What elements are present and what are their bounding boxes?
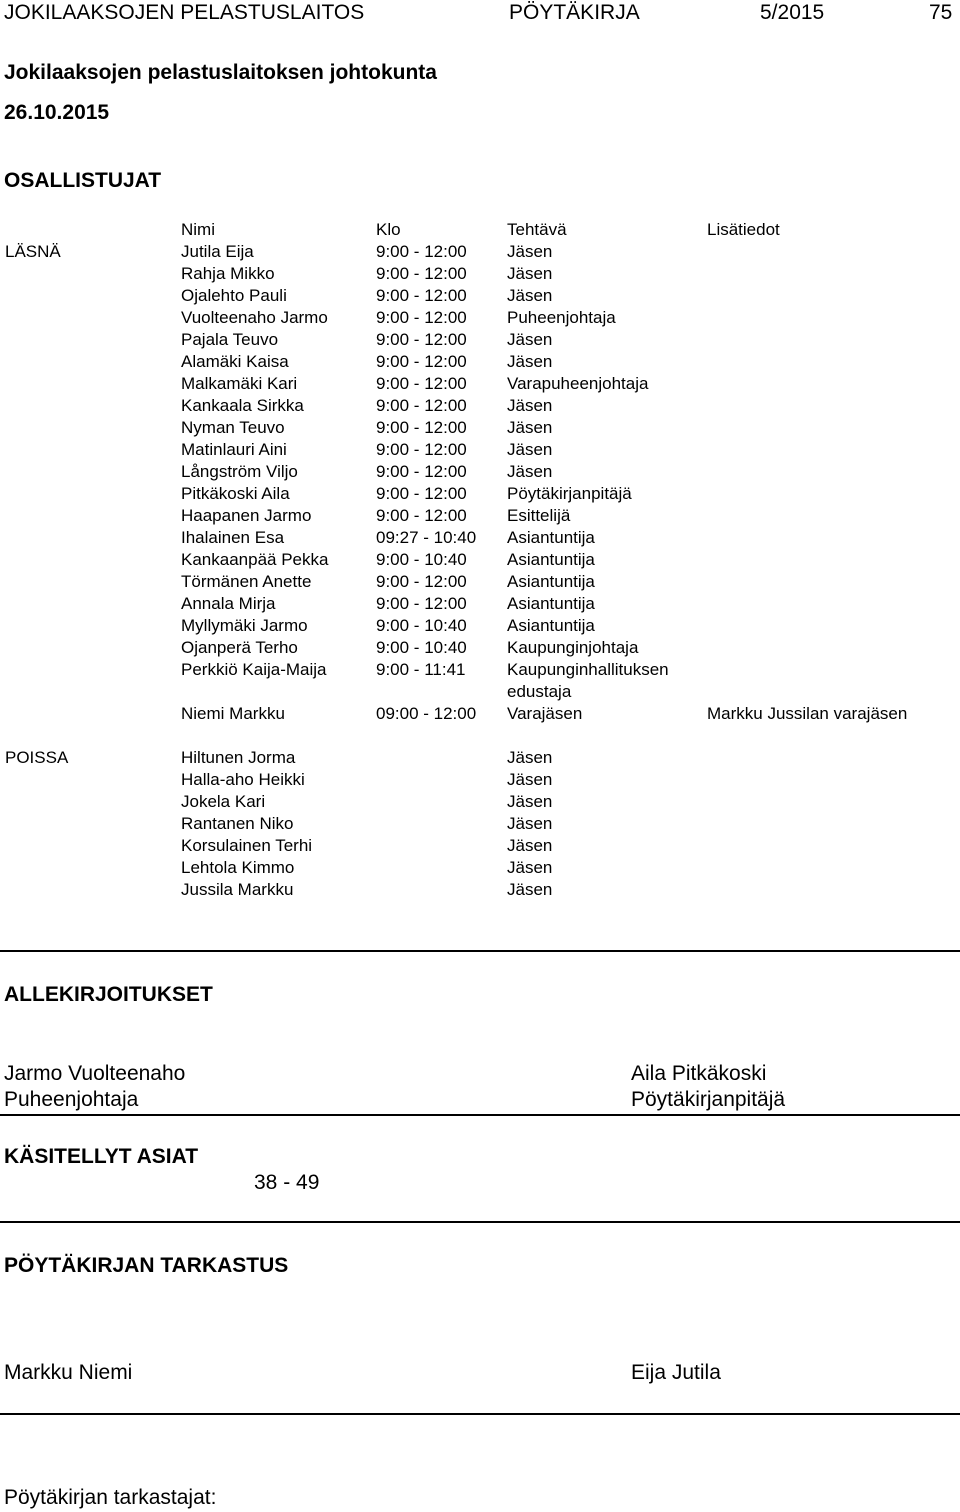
participant-time: 9:00 - 10:40 [376, 550, 467, 569]
participant-time: 9:00 - 12:00 [376, 308, 467, 327]
absent-name: Rantanen Niko [181, 814, 294, 833]
meeting-body: Jokilaaksojen pelastuslaitoksen johtokunta [4, 61, 437, 84]
reviewer-right: Eija Jutila [631, 1361, 721, 1384]
participant-time: 9:00 - 12:00 [376, 242, 467, 261]
participant-name: Matinlauri Aini [181, 440, 287, 459]
participant-role: Puheenjohtaja [507, 308, 616, 327]
participant-time: 09:27 - 10:40 [376, 528, 477, 547]
review-title: PÖYTÄKIRJAN TARKASTUS [4, 1254, 289, 1277]
participant-role: Jäsen [507, 264, 553, 283]
participant-time: 9:00 - 10:40 [376, 616, 467, 635]
signature-right-name: Aila Pitkäkoski [631, 1062, 767, 1085]
participant-name: Perkkiö Kaija-Maija [181, 660, 327, 679]
participant-role: Jäsen [507, 286, 553, 305]
participant-name: Annala Mirja [181, 594, 276, 613]
header-org: JOKILAAKSOJEN PELASTUSLAITOS [4, 1, 365, 24]
absent-name: Jussila Markku [181, 880, 294, 899]
participant-name: Rahja Mikko [181, 264, 275, 283]
divider [0, 1114, 960, 1116]
signature-left-name: Jarmo Vuolteenaho [4, 1062, 186, 1085]
participant-role: Varajäsen [507, 704, 583, 723]
participant-role: Asiantuntija [507, 616, 595, 635]
participant-role: Jäsen [507, 418, 553, 437]
absent-role: Jäsen [507, 814, 553, 833]
participant-name: Kankaala Sirkka [181, 396, 304, 415]
participant-name: Kankaanpää Pekka [181, 550, 329, 569]
participant-time: 9:00 - 12:00 [376, 374, 467, 393]
participant-name: Myllymäki Jarmo [181, 616, 308, 635]
items-range: 38 - 49 [254, 1171, 320, 1194]
absent-name: Halla-aho Heikki [181, 770, 305, 789]
absent-role: Jäsen [507, 836, 553, 855]
reviewer-left: Markku Niemi [4, 1361, 133, 1384]
absent-name: Korsulainen Terhi [181, 836, 313, 855]
participant-role: Jäsen [507, 330, 553, 349]
participant-role: Varapuheenjohtaja [507, 374, 649, 393]
participant-name: Ojalehto Pauli [181, 286, 287, 305]
participant-time: 9:00 - 12:00 [376, 352, 467, 371]
participant-name: Ihalainen Esa [181, 528, 285, 547]
participant-time: 9:00 - 12:00 [376, 286, 467, 305]
participant-role: Jäsen [507, 242, 553, 261]
absent-role: Jäsen [507, 748, 553, 767]
participant-name: Nyman Teuvo [181, 418, 285, 437]
participant-role-continued: edustaja [507, 682, 572, 701]
participant-name: Alamäki Kaisa [181, 352, 289, 371]
absent-label: POISSA [5, 748, 69, 767]
participant-name: Malkamäki Kari [181, 374, 298, 393]
participant-time: 9:00 - 12:00 [376, 440, 467, 459]
participant-time: 9:00 - 12:00 [376, 264, 467, 283]
absent-name: Lehtola Kimmo [181, 858, 295, 877]
participant-name: Pitkäkoski Aila [181, 484, 290, 503]
meeting-date: 26.10.2015 [4, 101, 110, 124]
items-title: KÄSITELLYT ASIAT [4, 1145, 199, 1168]
participant-time: 9:00 - 10:40 [376, 638, 467, 657]
present-label: LÄSNÄ [5, 242, 61, 261]
header-number: 5/2015 [760, 1, 825, 24]
participant-notes: Markku Jussilan varajäsen [707, 704, 908, 723]
participant-role: Asiantuntija [507, 572, 595, 591]
column-header-name: Nimi [181, 220, 215, 239]
participant-time: 9:00 - 12:00 [376, 462, 467, 481]
participant-role: Jäsen [507, 462, 553, 481]
absent-name: Hiltunen Jorma [181, 748, 296, 767]
participant-role: Kaupunginjohtaja [507, 638, 639, 657]
participant-role: Asiantuntija [507, 528, 595, 547]
signature-right-role: Pöytäkirjanpitäjä [631, 1088, 786, 1111]
absent-role: Jäsen [507, 792, 553, 811]
absent-role: Jäsen [507, 770, 553, 789]
participant-name: Ojanperä Terho [181, 638, 298, 657]
signatures-title: ALLEKIRJOITUKSET [4, 983, 213, 1006]
participant-time: 9:00 - 12:00 [376, 594, 467, 613]
participant-name: Vuolteenaho Jarmo [181, 308, 328, 327]
signature-left-role: Puheenjohtaja [4, 1088, 139, 1111]
participant-role: Esittelijä [507, 506, 571, 525]
divider [0, 1221, 960, 1223]
participant-time: 9:00 - 12:00 [376, 484, 467, 503]
participant-name: Haapanen Jarmo [181, 506, 312, 525]
participant-name: Långström Viljo [181, 462, 298, 481]
participant-time: 9:00 - 12:00 [376, 418, 467, 437]
participant-role: Asiantuntija [507, 594, 595, 613]
participant-name: Niemi Markku [181, 704, 285, 723]
participant-role: Jäsen [507, 352, 553, 371]
participant-name: Jutila Eija [181, 242, 254, 261]
header-page: 75 [929, 1, 953, 24]
participant-time: 9:00 - 11:41 [376, 660, 466, 679]
column-header-time: Klo [376, 220, 401, 239]
participant-time: 9:00 - 12:00 [376, 396, 467, 415]
column-header-notes: Lisätiedot [707, 220, 780, 239]
absent-role: Jäsen [507, 858, 553, 877]
participant-role: Jäsen [507, 396, 553, 415]
participant-name: Törmänen Anette [181, 572, 312, 591]
divider [0, 950, 960, 952]
participants-title: OSALLISTUJAT [4, 169, 162, 192]
participant-time: 9:00 - 12:00 [376, 506, 467, 525]
participant-role: Jäsen [507, 440, 553, 459]
participant-role: Pöytäkirjanpitäjä [507, 484, 632, 503]
column-header-role: Tehtävä [507, 220, 567, 239]
participant-time: 09:00 - 12:00 [376, 704, 477, 723]
participant-time: 9:00 - 12:00 [376, 330, 467, 349]
header-doc-type: PÖYTÄKIRJA [509, 1, 640, 24]
participant-role: Asiantuntija [507, 550, 595, 569]
divider [0, 1413, 960, 1415]
reviewers-label: Pöytäkirjan tarkastajat: [4, 1486, 217, 1509]
participant-time: 9:00 - 12:00 [376, 572, 467, 591]
participant-role: Kaupunginhallituksen [507, 660, 669, 679]
absent-role: Jäsen [507, 880, 553, 899]
absent-name: Jokela Kari [181, 792, 266, 811]
participant-name: Pajala Teuvo [181, 330, 279, 349]
